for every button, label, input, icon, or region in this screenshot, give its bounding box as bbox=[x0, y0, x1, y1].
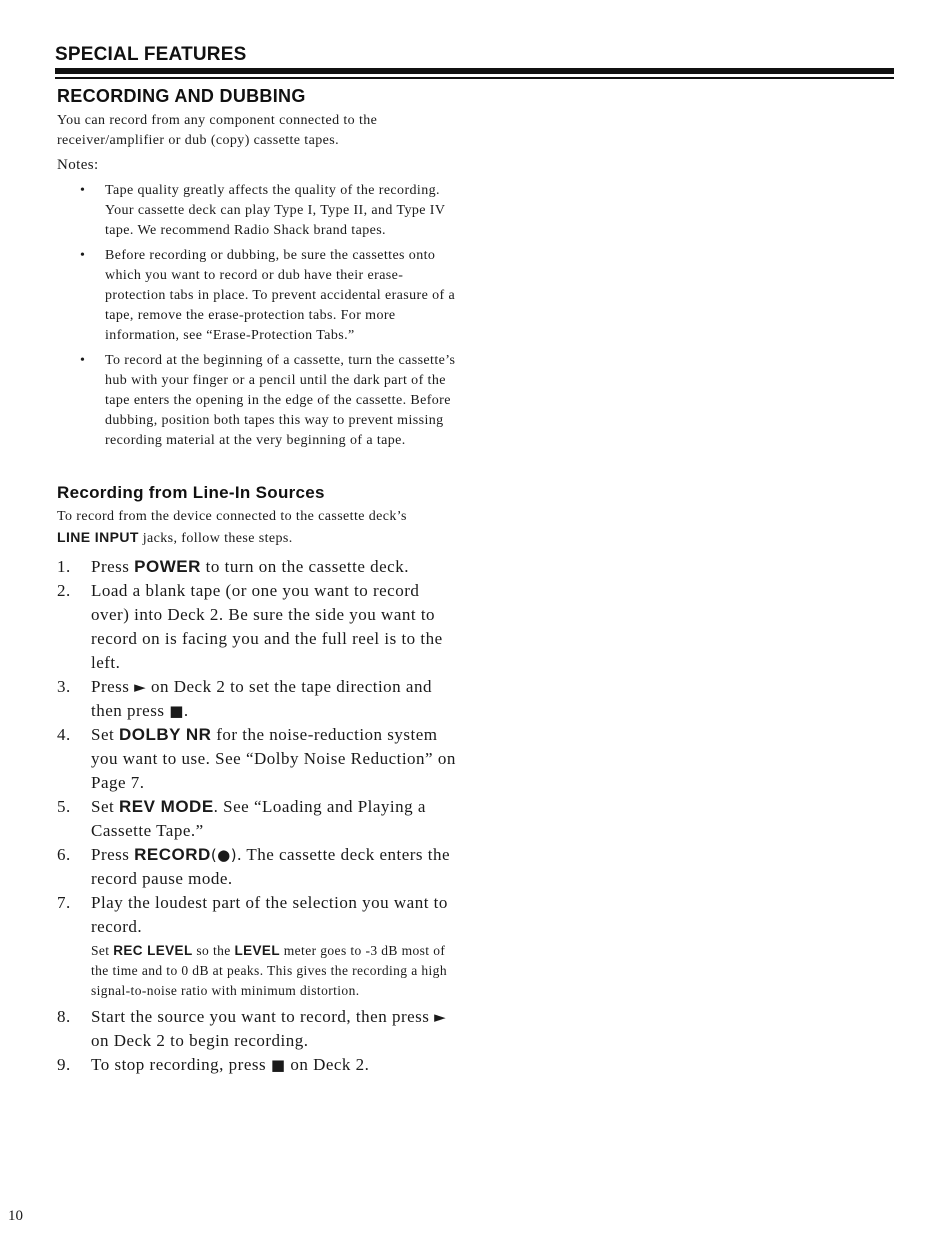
header-rule-thin bbox=[55, 77, 894, 79]
section-title: SPECIAL FEATURES bbox=[55, 44, 247, 65]
recording-intro: You can record from any component connected to the receiver/amplifier or dub (copy) cassette tapes. bbox=[57, 113, 378, 148]
step-item: 3. Press ► on Deck 2 to set the tape direction and then press ■. bbox=[57, 677, 432, 720]
play-icon: ► bbox=[434, 1008, 447, 1026]
line-in-heading: Recording from Line-In Sources bbox=[57, 483, 325, 502]
play-icon: ► bbox=[134, 678, 147, 696]
note-item: • To record at the beginning of a cassette, turn the cassette’s hub with your finger or a pencil until the dark part of the tape enters the opening in the edge of the cassette. Before dubbing, position both tapes this way to prevent missing recording material at the very beginning of a tape. bbox=[80, 353, 456, 448]
page-number: 10 bbox=[8, 1208, 23, 1224]
step-item: 5. Set REV MODE. See “Loading and Playing a Cassette Tape.” bbox=[57, 797, 426, 840]
step-item: 8. Start the source you want to record, then press ► on Deck 2 to begin recording. bbox=[57, 1007, 447, 1050]
stop-icon: ■ bbox=[169, 702, 184, 720]
step-item: 9. To stop recording, press ■ on Deck 2. bbox=[57, 1055, 370, 1074]
step-item: 1. Press POWER to turn on the cassette deck. bbox=[57, 557, 409, 576]
note-item: • Before recording or dubbing, be sure the cassettes onto which you want to record or dub have their erase-protection tabs in place. To prevent accidental erasure of a tape, remove the erase-protection tabs. For more information, see “Erase-Protection Tabs.” bbox=[80, 248, 456, 343]
step-item: 2. Load a blank tape (or one you want to record over) into Deck 2. Be sure the side you want to record on is facing you and the full reel is to the left. bbox=[57, 581, 443, 672]
bullet-icon: • bbox=[80, 353, 86, 368]
step-item: 4. Set DOLBY NR for the noise-reduction system you want to use. See “Dolby Noise Reduction” on Page 7. bbox=[57, 725, 456, 792]
step-note: Set REC LEVEL so the LEVEL meter goes to -3 dB most of the time and to 0 dB at peaks. This gives the recording a high signal-to-noise ratio with minimum distortion. bbox=[91, 943, 447, 998]
line-in-intro: To record from the device connected to the cassette deck’s LINE INPUT jacks, follow these steps. bbox=[57, 509, 407, 546]
note-item: • Tape quality greatly affects the quality of the recording. Your cassette deck can play Type I, Type II, and Type IV tape. We recommend Radio Shack brand tapes. bbox=[80, 183, 446, 238]
notes-label: Notes: bbox=[57, 157, 99, 173]
stop-icon: ■ bbox=[270, 1056, 286, 1074]
step-item: 6. Press RECORD(●). The cassette deck enters the record pause mode. bbox=[57, 845, 451, 888]
steps-list bbox=[57, 555, 457, 1077]
bullet-icon: • bbox=[80, 248, 86, 263]
header-rule bbox=[55, 68, 894, 74]
step-item: 7. Play the loudest part of the selection you want to record. Set REC LEVEL so the LEVEL meter goes to -3 dB most of the time and to 0 dB at peaks. This gives the recording a high signal-to-noise ratio with minimum distortion. bbox=[57, 891, 457, 1001]
notes-list bbox=[57, 181, 457, 451]
record-icon: (●) bbox=[210, 846, 238, 864]
recording-heading: RECORDING AND DUBBING bbox=[57, 86, 306, 106]
content-column bbox=[57, 86, 457, 1077]
bullet-icon: • bbox=[80, 183, 86, 198]
